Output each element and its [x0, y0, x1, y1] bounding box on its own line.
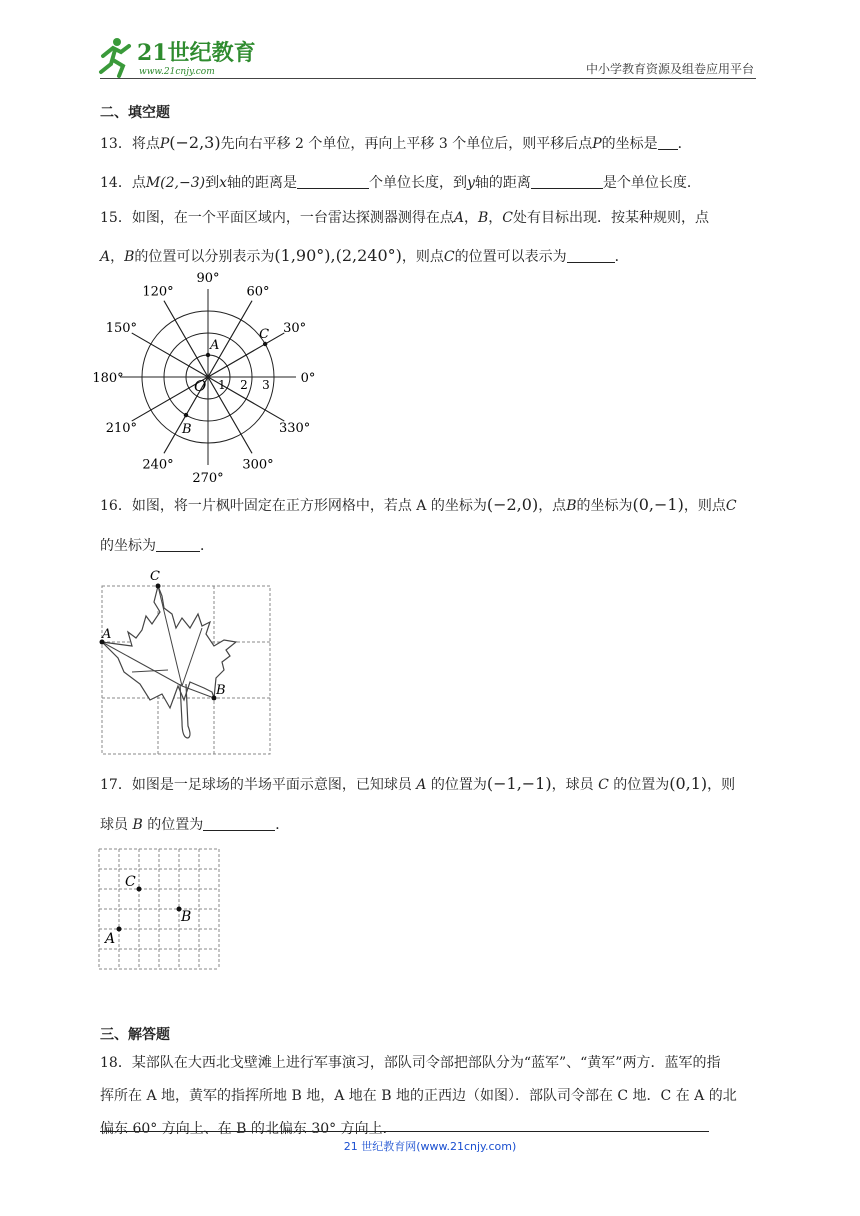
radar-point — [184, 413, 188, 417]
question-17-line-1: 17．如图是一足球场的半场平面示意图，已知球员 A 的位置为(−1,−1)，球员 C 的位置为(0,1)，则 — [100, 774, 736, 793]
header-platform-text: 中小学教育资源及组卷应用平台 — [585, 62, 754, 76]
radar-point-label: A — [210, 338, 220, 353]
footer-divider — [100, 1131, 709, 1132]
question-17-line-2: 球员 B 的位置为 ． — [100, 817, 290, 833]
maple-leaf-figure — [98, 566, 276, 758]
leaf-label-c: C — [150, 569, 160, 584]
radar-angle-label: 210° — [105, 421, 138, 436]
radar-ring-label: 2 — [240, 378, 248, 392]
radar-angle-label: 120° — [142, 284, 174, 300]
field-grid — [99, 849, 219, 969]
radar-angle-label: 30° — [283, 321, 307, 336]
leaf-point-c — [156, 584, 161, 589]
answer-blank[interactable] — [203, 816, 275, 831]
section-title-answer: 三、解答题 — [100, 1027, 170, 1043]
question-16-line-2: 的坐标为 ． — [100, 538, 214, 554]
leaf-label-a: A — [102, 627, 112, 642]
answer-blank[interactable] — [156, 537, 200, 552]
radar-figure — [92, 271, 320, 486]
footer-text: 21 世纪教育网(www.21cnjy.com) — [343, 1140, 517, 1153]
question-15-line-1: 15．如图，在一个平面区域内，一台雷达探测器测得在点A，B，C处有目标出现．按某种规则，点 — [100, 210, 709, 226]
radar-labels — [92, 271, 315, 486]
radar-grid — [120, 289, 296, 465]
radar-angle-label: 0° — [300, 371, 316, 386]
logo-url: www.21cnjy.com — [139, 67, 215, 77]
site-logo — [95, 34, 265, 80]
radar-point — [206, 353, 210, 357]
runner-icon — [101, 38, 129, 76]
question-18-line-2: 挥所在 A 地，黄军的指挥所地 B 地，A 地在 B 地的正西边（如图）．部队司令部在 C 地．C 在 A 的北 — [100, 1088, 737, 1104]
answer-blank[interactable] — [567, 248, 615, 263]
logo-text: 21世纪教育 — [137, 40, 256, 66]
football-field-figure — [98, 848, 222, 972]
radar-origin-label: O — [194, 377, 207, 395]
field-label-a: A — [105, 931, 116, 947]
answer-blank[interactable] — [658, 135, 678, 150]
radar-angle-label: 240° — [142, 457, 174, 473]
radar-angle-label: 150° — [105, 321, 138, 336]
answer-blank[interactable] — [531, 174, 603, 189]
radar-point-label: C — [259, 327, 270, 342]
question-16-line-1: 16．如图，将一片枫叶固定在正方形网格中，若点 A 的坐标为(−2,0)，点B的坐标为(0,−1)，则点C — [100, 495, 737, 514]
field-label-c: C — [125, 874, 136, 890]
field-label-b: B — [181, 909, 192, 925]
radar-angle-label: 330° — [278, 421, 311, 436]
radar-angle-label: 270° — [192, 471, 224, 486]
question-18-line-1: 18．某部队在大西北戈壁滩上进行军事演习，部队司令部把部队分为“蓝军”、“黄军”两方．蓝军的指 — [100, 1055, 721, 1071]
radar-angle-label: 180° — [92, 371, 124, 386]
question-13: 13．将点P(−2,3)先向右平移 2 个单位，再向上平移 3 个单位后，则平移后点P的坐标是 ． — [100, 133, 692, 152]
radar-ring-label: 1 — [218, 378, 226, 392]
radar-point — [263, 342, 267, 346]
question-18-line-3: 偏东 60° 方向上、在 B 的北偏东 30° 方向上． — [100, 1121, 397, 1137]
radar-point-label: B — [182, 422, 192, 438]
radar-angle-label: 60° — [246, 284, 270, 300]
field-point-a — [117, 927, 122, 932]
header-divider — [100, 78, 756, 79]
section-title-fill-blank: 二、填空题 — [100, 105, 170, 121]
radar-ring-label: 3 — [262, 378, 270, 392]
leaf-label-b: B — [216, 683, 226, 698]
question-15-line-2: A，B的位置可以分别表示为(1,90°),(2,240°)，则点C的位置可以表示为 ． — [100, 246, 629, 265]
question-14: 14．点M(2,−3)到x轴的距离是 个单位长度，到y轴的距离 是个单位长度． — [100, 175, 701, 191]
answer-blank[interactable] — [297, 174, 369, 189]
radar-angle-label: 90° — [196, 271, 220, 286]
radar-angle-label: 300° — [242, 457, 274, 473]
field-point-c — [137, 887, 142, 892]
